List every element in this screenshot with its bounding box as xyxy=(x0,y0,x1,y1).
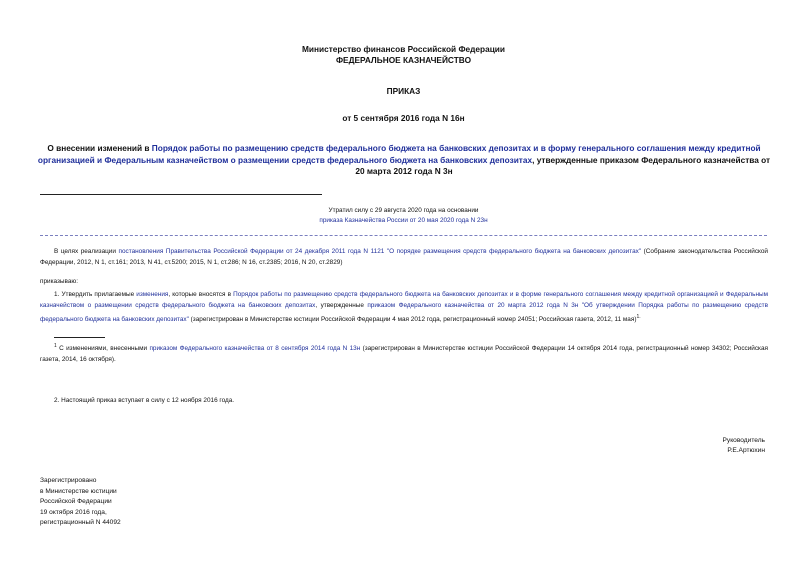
ministry-name: Министерство финансов Российской Федерации xyxy=(301,44,506,54)
signer-name: Р.Е.Артюхин xyxy=(727,447,765,454)
order-word: приказываю: xyxy=(40,278,78,285)
registration-line: регистрационный N 44092 xyxy=(40,519,121,527)
preamble-paragraph xyxy=(40,246,768,269)
signature-block xyxy=(723,436,765,456)
validity-divider xyxy=(40,235,767,236)
item1-text-1: 1. Утвердить прилагаемые xyxy=(54,291,137,298)
item1-link-procedure[interactable]: Порядок работы по размещению средств федерального бюджета на банковских депозитах и в форме генерального соглашения между кредитной организацией и Федеральным казначейством о размещении средств федерального бюджета на банковских депозитах xyxy=(40,291,768,310)
footnote-divider xyxy=(54,337,105,338)
registration-line: в Министерстве юстиции xyxy=(40,487,117,495)
validity-line: Утратил силу с 29 августа 2020 года на основании xyxy=(328,207,479,214)
registration-block xyxy=(40,476,121,529)
item1-text-4: (зарегистрирован в Министерстве юстиции Российской Федерации 4 мая 2012 года, регистрационный номер 24051; Российская газета, 2012, 11 мая) xyxy=(188,315,637,323)
footnote-paragraph xyxy=(40,341,768,366)
document-date-number: от 5 сентября 2016 года N 16н xyxy=(342,113,465,123)
item1-link-changes[interactable]: изменения xyxy=(136,291,169,298)
preamble-prefix: В целях реализации xyxy=(54,248,119,255)
item1-footnote-ref: 1. xyxy=(636,313,641,320)
item-2-paragraph: 2. Настоящий приказ вступает в силу с 12 ноября 2016 года. xyxy=(54,397,235,404)
document-type: ПРИКАЗ xyxy=(386,86,421,96)
title-prefix: О внесении изменений в xyxy=(47,143,152,153)
document-title xyxy=(34,143,774,178)
footnote-marker: 1 xyxy=(54,343,57,349)
preamble-link-resolution[interactable]: постановления Правительства Российской Федерации от 24 декабря 2011 года N 1121 "О порядке размещения средств федерального бюджета на банковских депозитах" xyxy=(118,248,642,255)
agency-name: ФЕДЕРАЛЬНОЕ КАЗНАЧЕЙСТВО xyxy=(335,55,472,65)
item1-text-3: , утвержденные xyxy=(315,302,368,310)
registration-line: 19 октября 2016 года, xyxy=(40,508,107,516)
header-divider xyxy=(40,194,322,195)
validity-note xyxy=(0,206,807,226)
preamble-suffix: (Собрание законодательства Российской Федерации, 2012, N 1, ст.161; 2013, N 41, ст.5200; 2015, N 1, ст.286; N 16, ст.2385; 2016, N 20, ст.2829) xyxy=(40,248,768,267)
item1-link-order[interactable]: приказом Федерального казначейства от 20 марта 2012 года N 3н "Об утверждении Порядка работы по размещению средств федерального бюджета на банковских депозитах" xyxy=(40,302,768,323)
registration-line: Российской Федерации xyxy=(40,498,112,506)
item1-text-2: , которые вносятся в xyxy=(168,291,234,298)
registration-line: Зарегистрировано xyxy=(40,477,97,484)
footnote-link-order[interactable]: приказом Федерального казначейства от 8 сентября 2014 года N 13н xyxy=(149,345,361,353)
title-link-procedure[interactable]: Порядок работы по размещению средств федерального бюджета на банковских депозитах и в форму генерального соглашения между кредитной организацией и Федеральным казначейством о размещении средств федерального бюджета на банковских депозитах xyxy=(37,143,761,165)
title-suffix: , утвержденные приказом Федерального казначейства от 20 марта 2012 года N 3н xyxy=(355,154,771,176)
footnote-text-2: (зарегистрирован в Министерстве юстиции Российской Федерации 14 октября 2014 года, регистрационный номер 34302; Российская газета, 2014, 16 октября). xyxy=(40,345,768,364)
item-1-paragraph xyxy=(40,289,768,325)
signer-position: Руководитель xyxy=(722,437,765,444)
validity-link[interactable]: приказа Казначейства России от 20 мая 2020 года N 23н xyxy=(319,217,488,224)
footnote-text-1: С изменениями, внесенными xyxy=(56,345,150,353)
